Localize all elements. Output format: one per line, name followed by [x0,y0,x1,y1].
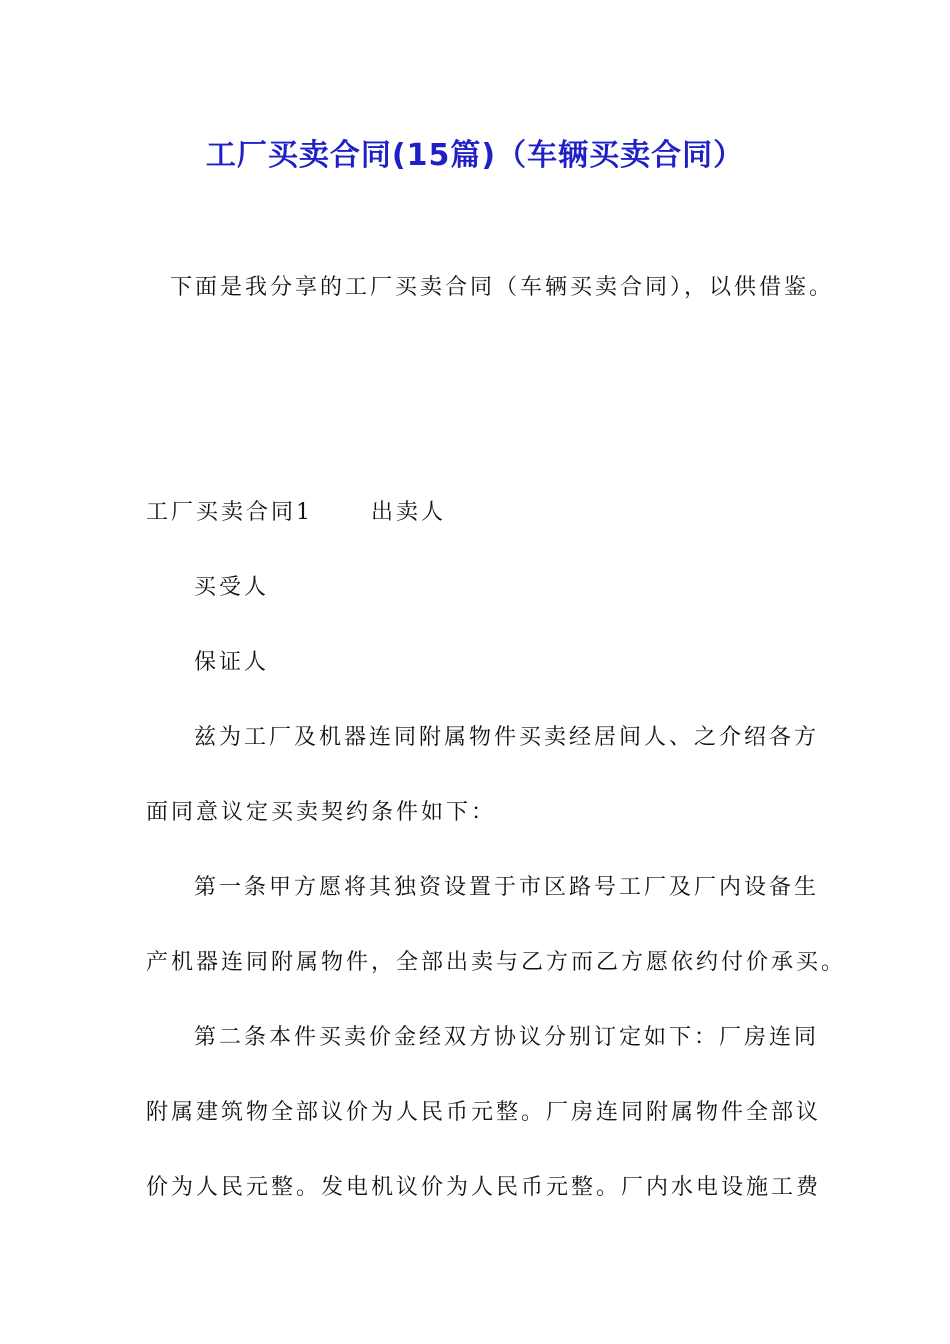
body-line-7: 价为人民元整。发电机议价为人民币元整。厂内水电设施工费 [146,1175,822,1200]
document-title: 工厂买卖合同(15篇)（车辆买卖合同） [205,138,745,173]
seller-label: 出卖人 [371,500,447,525]
body-line-2: 面同意议定买卖契约条件如下： [146,800,497,825]
body-line-4: 产机器连同附属物件，全部出卖与乙方而乙方愿依约付价承买。 [146,950,847,975]
buyer-label: 买受人 [194,575,270,600]
guarantor-label: 保证人 [194,650,270,675]
intro-paragraph: 下面是我分享的工厂买卖合同（车辆买卖合同），以供借鉴。 [170,275,835,300]
body-line-6: 附属建筑物全部议价为人民币元整。厂房连同附属物件全部议 [146,1100,822,1125]
section-heading: 工厂买卖合同1 [146,500,313,525]
body-line-3: 第一条甲方愿将其独资设置于市区路号工厂及厂内设备生 [194,875,820,900]
body-line-1: 兹为工厂及机器连同附属物件买卖经居间人、之介绍各方 [194,725,820,750]
body-line-5: 第二条本件买卖价金经双方协议分别订定如下：厂房连同 [194,1025,820,1050]
section-heading-line [146,495,446,526]
